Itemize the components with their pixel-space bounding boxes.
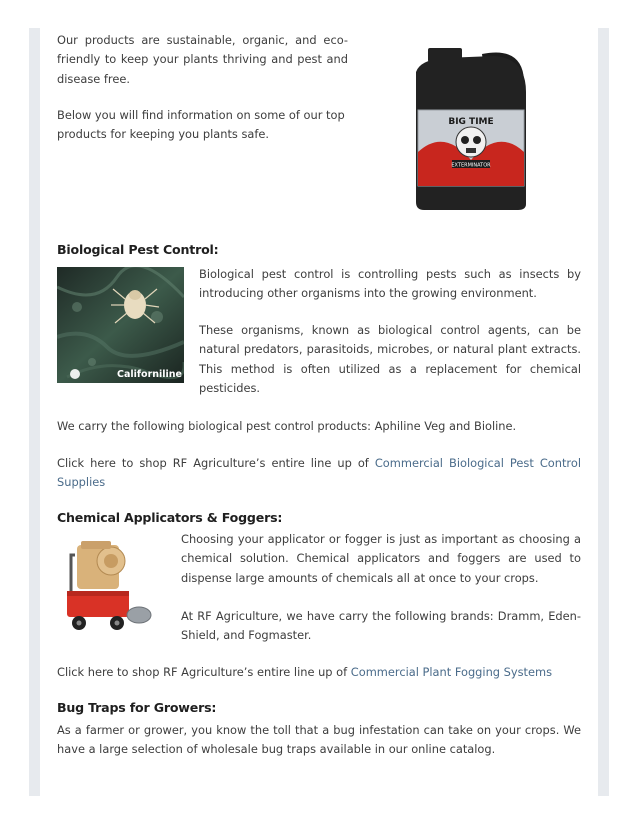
biological-shop-link[interactable]: Commercial Biological Pest Control Supplies	[57, 456, 581, 490]
intro-paragraph-2: Below you will find information on some of our top products for keeping you plants safe.	[57, 108, 345, 142]
photo-watermark-label: Californiline	[117, 369, 182, 380]
biological-paragraph-2: These organisms, known as biological control agents, can be natural predators, parasitoids, microbes, or natural plant extracts. This method is often utilized as a replacement for chemical pesticides.	[199, 323, 581, 396]
chemical-shop-link[interactable]: Commercial Plant Fogging Systems	[350, 665, 553, 679]
biological-paragraph-1: Biological pest control is controlling pests such as insects by introducing other organisms into the growing environment.	[199, 267, 581, 301]
chemical-heading: Chemical Applicators & Foggers:	[57, 510, 283, 525]
left-margin-bar	[29, 28, 40, 796]
intro-paragraph-1: Our products are sustainable, organic, and eco-friendly to keep your plants thriving and pest and disease free.	[57, 33, 348, 86]
right-margin-bar	[598, 28, 609, 796]
chemical-paragraph-1: Choosing your applicator or fogger is just as important as choosing a chemical solution. Chemical applicators and foggers are used to dispense large amounts of chemicals all at once to your crops.	[181, 532, 581, 585]
jug-sub-text: EXTERMINATOR	[451, 162, 491, 169]
biological-shop-prefix: Click here to shop RF Agriculture’s entire line up of	[57, 456, 375, 470]
chemical-paragraph-2: At RF Agriculture, we have carry the following brands: Dramm, Eden-Shield, and Fogmaster.	[181, 609, 581, 643]
chemical-shop-prefix: Click here to shop RF Agriculture’s entire line up of	[57, 665, 351, 679]
jug-brand-text: BIG TIME	[448, 117, 494, 127]
biological-heading: Biological Pest Control:	[57, 242, 219, 257]
biological-shop-text	[57, 454, 581, 493]
product-jug-image	[364, 32, 584, 214]
biological-products-text: We carry the following biological pest control products: Aphiline Veg and Bioline.	[57, 419, 517, 433]
bug-traps-heading: Bug Traps for Growers:	[57, 700, 217, 715]
bug-traps-paragraph: As a farmer or grower, you know the toll that a bug infestation can take on your crops. We have a large selection of wholesale bug traps available in our online catalog.	[57, 723, 581, 757]
mite-photo	[57, 267, 184, 383]
fogger-machine-image	[57, 535, 165, 638]
chemical-shop-text	[57, 663, 587, 682]
